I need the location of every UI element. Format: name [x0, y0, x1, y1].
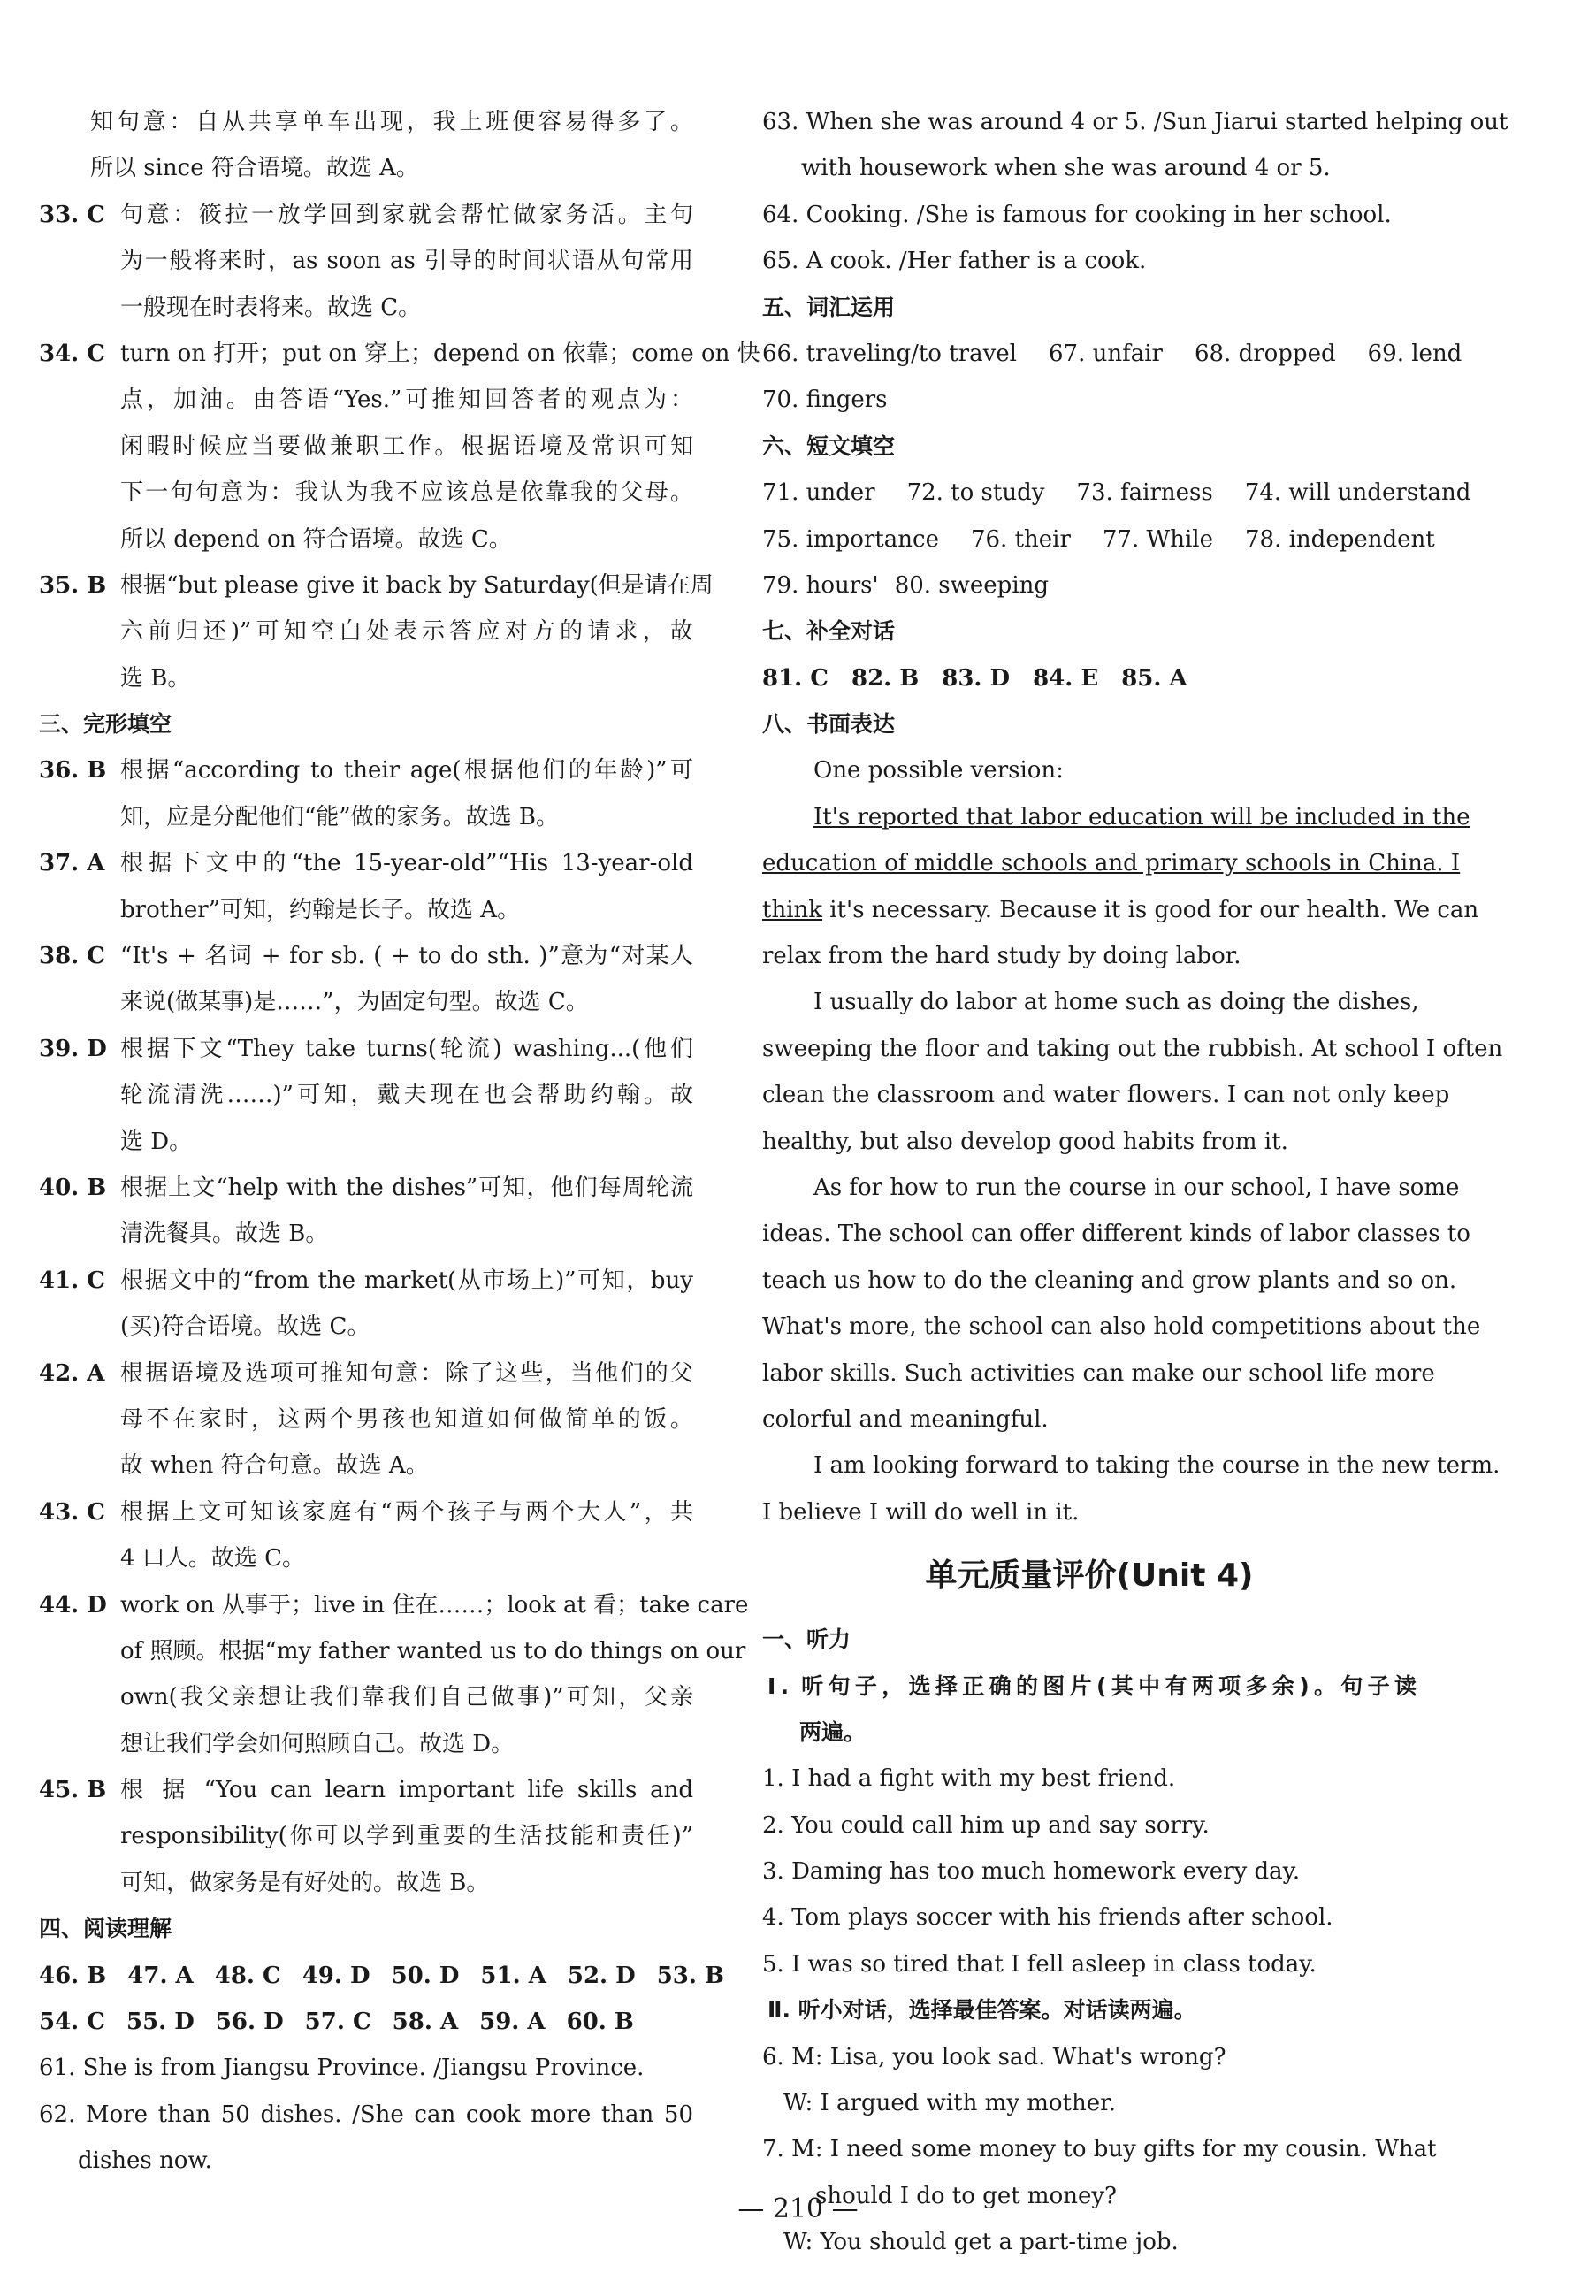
explanation-line: 选 B。 — [120, 664, 191, 692]
listening-sentence: 1. I had a fight with my best friend. — [762, 1765, 1176, 1793]
explanation-line: responsibility(你可以学到重要的生活技能和责任)” — [120, 1823, 693, 1850]
listening-sentence: 3. Daming has too much homework every day. — [762, 1858, 1301, 1886]
answer-63-line: with housework when she was around 4 or 5. — [801, 155, 1331, 182]
essay-line: relax from the hard study by doing labor. — [762, 943, 1241, 970]
explanation-line: (买)符合语境。故选 C。 — [120, 1313, 370, 1341]
answer-item-40 — [39, 1165, 693, 1258]
answer-key: 56. D — [215, 2009, 284, 2036]
answer-number: 39. D — [39, 1035, 107, 1062]
answer-key: 81. C — [762, 664, 829, 692]
answer-key: 46. B — [39, 1962, 107, 1989]
essay-underlined: education of middle schools and primary schools in China. I — [762, 850, 1461, 877]
vocab-answer: 67. unfair — [1048, 340, 1163, 367]
explanation-line: 根 据 “You can learn important life skills and — [120, 1777, 693, 1804]
explanation-line: 根据“but please give it back by Saturday(但是请在周 — [120, 571, 714, 599]
section-heading-dialogue: 七、补全对话 — [762, 618, 896, 645]
explanation-line: 想让我们学会如何照顾自己。故选 D。 — [120, 1730, 515, 1757]
explanation-line: 闲暇时候应当要做兼职工作。根据语境及常识可知 — [120, 432, 693, 460]
answer-item-41 — [39, 1258, 693, 1351]
listening-sentence: 5. I was so tired that I fell asleep in class today. — [762, 1950, 1317, 1978]
explanation-line: 根据上文可知该家庭有“两个孩子与两个大人”，共 — [120, 1498, 693, 1526]
fill-answer: 71. under — [762, 479, 875, 507]
answer-key: 49. D — [302, 1962, 370, 1989]
listening-sentence: 2. You could call him up and say sorry. — [762, 1811, 1210, 1839]
explanation-line: 知，应是分配他们“能”做的家务。故选 B。 — [120, 803, 559, 830]
essay-underlined: think — [762, 896, 823, 923]
unit-evaluation-title: 单元质量评价(Unit 4) — [925, 1557, 1254, 1595]
section-heading-vocabulary: 五、词汇运用 — [762, 294, 896, 320]
dialogue-line: should I do to get money? — [815, 2182, 1117, 2209]
answer-item-39 — [39, 1026, 693, 1165]
dialogue-line: W: You should get a part-time job. — [783, 2229, 1179, 2256]
explanation-line: 母不在家时，这两个男孩也知道如何做简单的饭。 — [120, 1405, 693, 1433]
essay-line — [762, 794, 1470, 840]
essay-line: clean the classroom and water flowers. I can not only keep — [762, 1082, 1450, 1109]
answer-key: 54. C — [39, 2009, 105, 2036]
essay-line: As for how to run the course in our school, I have some — [813, 1174, 1460, 1201]
answer-number: 45. B — [39, 1777, 107, 1804]
left-column — [39, 99, 760, 2185]
fill-answer: 74. will understand — [1244, 479, 1471, 507]
explanation-line: 选 D。 — [120, 1128, 193, 1155]
explanation-line: 故 when 符合句意。故选 A。 — [120, 1452, 429, 1480]
fill-answer: 75. importance — [762, 525, 939, 553]
answer-number: 38. C — [39, 943, 105, 970]
q32-tail-line: 所以 since 符合语境。故选 A。 — [90, 155, 419, 182]
answer-item-37 — [39, 840, 693, 933]
answer-key: 82. B — [851, 664, 920, 692]
listening-part1-title: Ⅰ. 听句子，选择正确的图片(其中有两项多余)。句子读 — [767, 1672, 1417, 1699]
explanation-line: 句意：筱拉一放学回到家就会帮忙做家务活。主句 — [120, 201, 693, 228]
answer-62-line: 62. More than 50 dishes. /She can cook more than 50 — [39, 2101, 693, 2128]
section-heading-cloze: 三、完形填空 — [39, 711, 172, 738]
answer-item-44 — [39, 1582, 749, 1768]
answer-key: 83. D — [942, 664, 1011, 692]
section-heading-reading: 四、阅读理解 — [39, 1916, 172, 1942]
essay-underlined: It's reported that labor education will be included in the — [813, 803, 1470, 830]
answer-number: 33. C — [39, 201, 105, 228]
essay-line: I am looking forward to taking the course in the new term. — [813, 1452, 1501, 1480]
answer-number: 35. B — [39, 571, 107, 599]
essay-text: it's necessary. Because it is good for our health. We can — [822, 896, 1479, 923]
explanation-line: “It's + 名词 + for sb. ( + to do sth. )”意为“对某人 — [120, 943, 693, 970]
fill-row — [762, 517, 1435, 563]
explanation-line: 4 口人。故选 C。 — [120, 1545, 305, 1573]
answer-item-35 — [39, 563, 714, 701]
listening-part1-title: 两遍。 — [799, 1718, 867, 1745]
dialogue-answers-row — [762, 655, 1417, 701]
answer-63-line: 63. When she was around 4 or 5. /Sun Jiarui started helping out — [762, 109, 1508, 135]
answer-number: 37. A — [39, 850, 105, 877]
essay-line — [762, 887, 1479, 933]
answer-item-42 — [39, 1351, 693, 1489]
essay-line: healthy, but also develop good habits from it. — [762, 1128, 1288, 1155]
explanation-line: 所以 depend on 符合语境。故选 C。 — [120, 525, 512, 553]
fill-row — [762, 470, 1471, 516]
explanation-line: 根据“according to their age(根据他们的年龄)”可 — [120, 757, 693, 784]
explanation-line: 根据下文“They take turns(轮流) washing...(他们 — [120, 1035, 693, 1062]
explanation-line: brother”可知，约翰是长子。故选 A。 — [120, 896, 521, 923]
essay-line — [762, 840, 1461, 886]
vocab-answer: 66. traveling/to travel — [762, 340, 1017, 367]
fill-answer: 80. sweeping — [894, 571, 1050, 599]
fill-answer: 76. their — [970, 525, 1071, 553]
answer-item-34 — [39, 331, 760, 563]
answer-key: 55. D — [126, 2009, 195, 2036]
answer-number: 44. D — [39, 1591, 107, 1619]
essay-line: What's more, the school can also hold competitions about the — [762, 1313, 1481, 1341]
fill-answer: 73. fairness — [1076, 479, 1213, 507]
explanation-line: work on 从事于；live in 住在……；look at 看；take care — [120, 1591, 749, 1619]
section-heading-writing: 八、书面表达 — [762, 711, 896, 738]
fill-answer: 72. to study — [906, 479, 1045, 507]
explanation-line: 根据下文中的“the 15-year-old”“His 13-year-old — [120, 850, 693, 877]
essay-line: sweeping the floor and taking out the rubbish. At school I often — [762, 1035, 1503, 1062]
answer-number: 41. C — [39, 1267, 105, 1294]
explanation-line: 一般现在时表将来。故选 C。 — [120, 294, 422, 321]
vocab-row — [762, 331, 1462, 377]
answer-item-43 — [39, 1489, 693, 1582]
answer-item-33 — [39, 192, 693, 331]
answer-65: 65. A cook. /Her father is a cook. — [762, 248, 1147, 275]
answer-item-45 — [39, 1767, 693, 1906]
answer-61: 61. She is from Jiangsu Province. /Jiangsu Province. — [39, 2055, 645, 2082]
explanation-line: 清洗餐具。故选 B。 — [120, 1221, 329, 1248]
explanation-line: 根据语境及选项可推知句意：除了这些，当他们的父 — [120, 1359, 693, 1387]
fill-answer: 79. hours' — [762, 571, 879, 599]
essay-line: labor skills. Such activities can make our school life more — [762, 1359, 1435, 1387]
dialogue-line: 7. M: I need some money to buy gifts for my cousin. What — [762, 2136, 1437, 2163]
vocab-answer: 68. dropped — [1194, 340, 1336, 367]
fill-row — [762, 563, 1417, 608]
answer-key: 53. B — [656, 1962, 724, 1989]
answer-key: 84. E — [1033, 664, 1099, 692]
answer-key: 51. A — [480, 1962, 546, 1989]
explanation-line: 根据上文“help with the dishes”可知，他们每周轮流 — [120, 1174, 693, 1201]
answer-62-line: dishes now. — [78, 2147, 212, 2175]
explanation-line: turn on 打开；put on 穿上；depend on 依靠；come on 快 — [120, 340, 760, 367]
answer-key: 59. A — [479, 2009, 546, 2036]
answer-number: 40. B — [39, 1174, 107, 1201]
answer-key: 60. B — [566, 2009, 634, 2036]
dialogue-line: 6. M: Lisa, you look sad. What's wrong? — [762, 2043, 1226, 2070]
answer-item-36 — [39, 747, 693, 840]
answer-number: 34. C — [39, 340, 105, 367]
answer-key: 50. D — [391, 1962, 460, 1989]
answer-key: 58. A — [392, 2009, 459, 2036]
answer-item-38 — [39, 933, 693, 1026]
answer-64: 64. Cooking. /She is famous for cooking in her school. — [762, 201, 1392, 228]
explanation-line: 来说(做某事)是……”，为固定句型。故选 C。 — [120, 989, 589, 1016]
explanation-line: 根据文中的“from the market(从市场上)”可知，buy — [120, 1267, 693, 1294]
answer-number: 43. C — [39, 1498, 105, 1526]
essay-line: I believe I will do well in it. — [762, 1498, 1080, 1526]
right-column — [762, 99, 1508, 2266]
answer-key: 48. C — [214, 1962, 281, 1989]
essay-line: ideas. The school can offer different kinds of labor classes to — [762, 1221, 1470, 1248]
explanation-line: own(我父亲想让我们靠我们自己做事)”可知，父亲 — [120, 1684, 693, 1711]
answer-key: 52. D — [567, 1962, 636, 1989]
q32-tail-line: 知句意：自从共享单车出现，我上班便容易得多了。 — [90, 109, 693, 135]
explanation-line: 为一般将来时，as soon as 引导的时间状语从句常用 — [120, 248, 693, 275]
answer-key: 57. C — [304, 2009, 371, 2036]
essay-line: teach us how to do the cleaning and grow plants and so on. — [762, 1267, 1457, 1294]
explanation-line: of 照顾。根据“my father wanted us to do things on our — [120, 1637, 746, 1665]
page-number: — 210 — — [737, 2193, 859, 2224]
answer-number: 42. A — [39, 1359, 105, 1387]
explanation-line: 点，加油。由答语“Yes.”可推知回答者的观点为： — [120, 386, 693, 414]
essay-intro: One possible version: — [813, 757, 1064, 784]
listening-sentence: 4. Tom plays soccer with his friends after school. — [762, 1904, 1333, 1932]
answer-row-54-60 — [39, 1999, 693, 2045]
explanation-line: 下一句句意为：我认为我不应该总是依靠我的父母。 — [120, 479, 693, 507]
explanation-line: 轮流清洗……)”可知，戴夫现在也会帮助约翰。故 — [120, 1082, 693, 1109]
explanation-line: 六前归还)”可知空白处表示答应对方的请求，故 — [120, 618, 693, 646]
essay-line: I usually do labor at home such as doing the dishes, — [813, 989, 1419, 1016]
vocab-answer-70: 70. fingers — [762, 386, 888, 414]
answer-key: 47. A — [127, 1962, 194, 1989]
section-heading-passage-fill: 六、短文填空 — [762, 432, 896, 459]
answer-number: 36. B — [39, 757, 107, 784]
section-heading-listening: 一、听力 — [762, 1626, 851, 1653]
listening-part2-title: Ⅱ. 听小对话，选择最佳答案。对话读两遍。 — [767, 1997, 1196, 2024]
fill-answer: 77. While — [1102, 525, 1213, 553]
essay-line: colorful and meaningful. — [762, 1405, 1049, 1433]
fill-answer: 78. independent — [1245, 525, 1435, 553]
answer-key: 85. A — [1121, 664, 1187, 692]
explanation-line: 可知，做家务是有好处的。故选 B。 — [120, 1869, 490, 1896]
vocab-answer: 69. lend — [1367, 340, 1462, 367]
dialogue-line: W: I argued with my mother. — [783, 2090, 1116, 2117]
answer-row-46-53 — [39, 1953, 724, 1999]
